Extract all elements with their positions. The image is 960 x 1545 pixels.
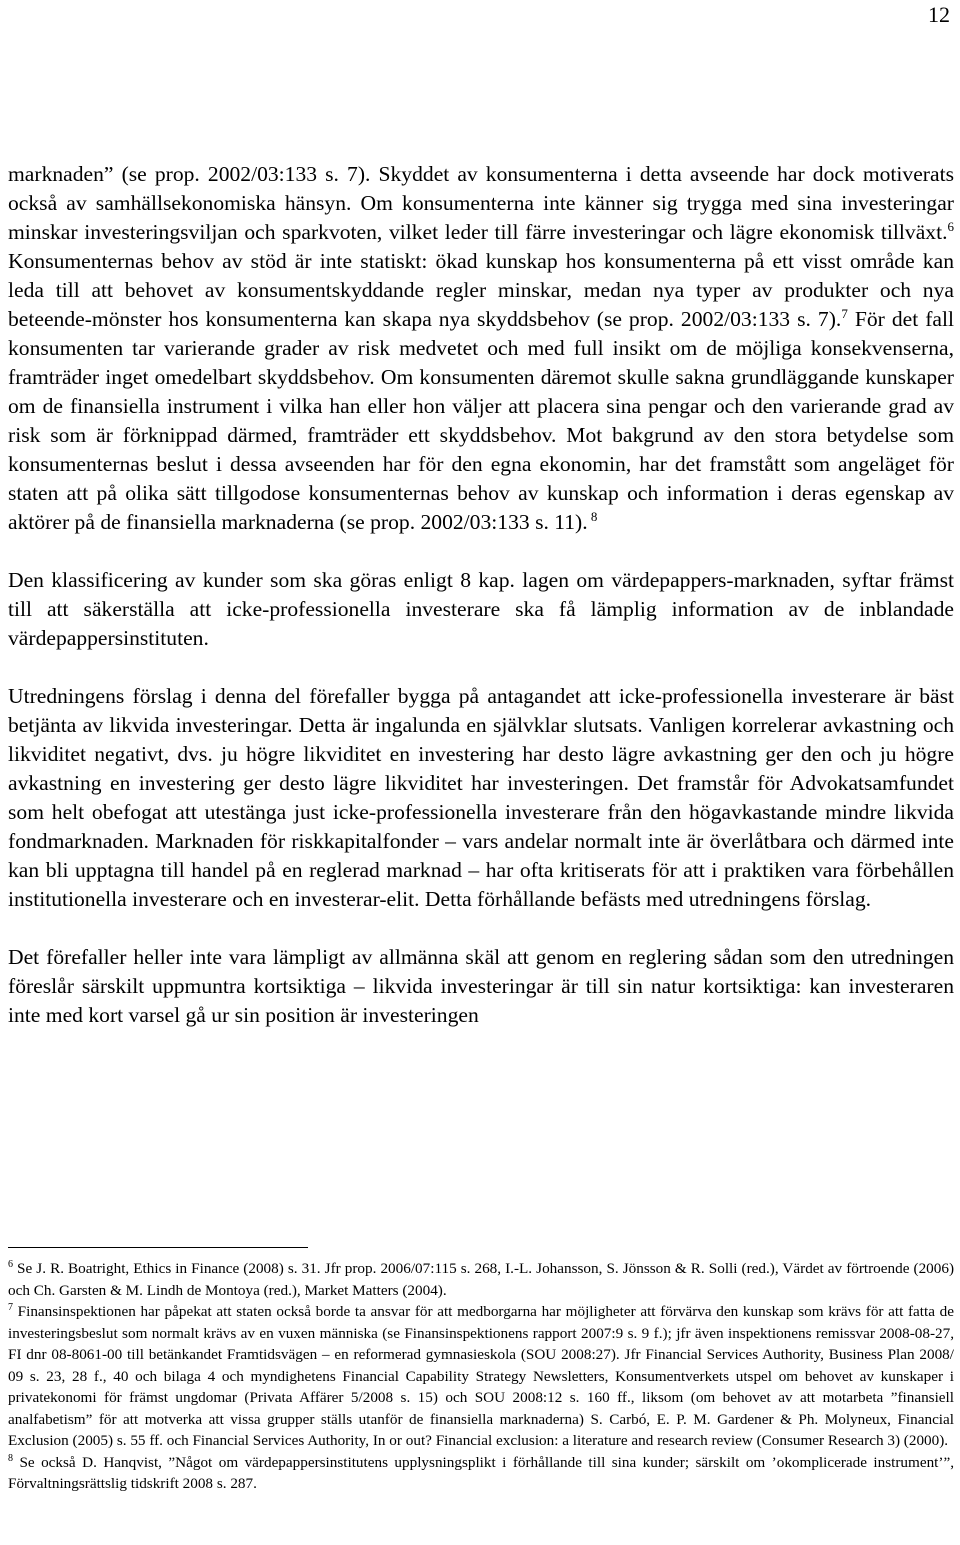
footnote-number: 6 <box>8 1259 13 1270</box>
footnote-number: 7 <box>8 1302 13 1313</box>
paragraph-text: För det fall konsumenten tar varierande grader av risk medvetet och med full insikt om de möjliga konsekvenserna, framträder inget omedelbart skyddsbehov. Om konsumenten däremot skulle sakna grundläggande kunskaper om de finansiella instrument i vilka han eller hon väljer att placera sina pengar och den varierande grad av risk som är förknippad därmed, framträder ett skyddsbehov. Mot bakgrund av den stora betydelse som konsumenternas beslut i dessa avseenden har för den egna ekonomin, har det framstått som angeläget för staten att på olika sätt tillgodose konsumenternas behov av kunskap och information i deras egenskap av aktörer på de finansiella marknaderna (se prop. 2002/03:133 s. 11). <box>8 307 954 534</box>
paragraph <box>8 160 954 537</box>
body-text <box>8 160 954 1030</box>
page-number: 12 <box>928 2 950 27</box>
paragraph-text: marknaden” (se prop. 2002/03:133 s. 7). Skyddet av konsumenterna i detta avseende har dock motiverats också av samhällsekonomiska hänsyn. Om konsumenterna inte känner sig trygga med sina investeringar minskar investeringsviljan och sparkvoten, vilket leder till färre investeringar och lägre ekonomisk tillväxt. <box>8 162 954 244</box>
footnote-ref-6: 6 <box>947 219 954 234</box>
paragraph: Det förefaller heller inte vara lämpligt av allmänna skäl att genom en reglering sådan som den utredningen föreslår särskilt uppmuntra kortsiktiga – likvida investeringar är till sin natur kortsiktiga: kan investeraren inte med kort varsel gå ur sin position är investeringen <box>8 945 954 1027</box>
footnote-divider <box>8 1247 308 1248</box>
paragraph: Den klassificering av kunder som ska göras enligt 8 kap. lagen om värdepappers-marknaden, syftar främst till att säkerställa att icke-professionella investerare ska få lämplig information av de inblandade värdepappersinstituten. <box>8 568 954 650</box>
paragraph: Utredningens förslag i denna del förefaller bygga på antagandet att icke-professionella investerare är bäst betjänta av likvida investeringar. Detta är ingalunda en självklar slutsats. Vanligen korrelerar avkastning och likviditet negativt, dvs. ju högre likviditet en investering har desto lägre avkastning ger den och ju högre avkastning en investering ger desto lägre likviditet har investeringen. Det framstår för Advokatsamfundet som helt obefogat att utestänga just icke-professionella investerare från den högavkastande mindre likvida fondmarknaden. Marknaden för riskkapitalfonder – vars andelar normalt inte är överlåtbara och därmed inte kan bli upptagna till handel på en reglerad marknad – har ofta kritiserats för att i praktiken vara förbehållen institutionella investerare och en investerar-elit. Detta förhållande befästs med utredningens förslag. <box>8 684 954 911</box>
footnote <box>8 1301 954 1452</box>
footnote-text: Se också D. Hanqvist, ”Något om värdepappersinstitutens upplysningsplikt i förhållande till sina kunder; särskilt om ’okomplicerade instrument’”, Förvaltningsrättslig tidskrift 2008 s. 287. <box>8 1453 954 1492</box>
footnote-text: Finansinspektionen har påpekat att staten också borde ta ansvar för att medborgarna har möjligheter att förvärva den kunskap som krävs för att fatta de investeringsbeslut som normalt krävs av en vuxen människa (se Finansinspektionens rapport 2007:9 s. 9 f.); jfr även inspektionens remissvar 2008-08-27, FI dnr 08-8061-00 till betänkandet Framtidsvägen – en reformerad gymnasieskola (SOU 2008:27). Jfr Financial Services Authority, Business Plan 2008/ 09 s. 23, 28 f., 40 och bilaga 4 och myndighetens Financial Capability Strategy Newsletters, Konsumentverkets utspel om behovet av kunskaper i privatekonomi för främst ungdomar (Privata Affärer 5/2008 s. 15) och SOU 2008:12 s. 160 ff., liksom (om behovet av att motarbeta ”finansiell analfabetism” för att motverka att vissa grupper ställs utanför de finansiella marknaderna) S. Carbó, E. P. M. Gardener & Ph. Molyneux, Financial Exclusion (2005) s. 55 ff. och Financial Services Authority, In or out? Financial exclusion: a literature and research review (Consumer Research 3) (2000). <box>8 1303 954 1449</box>
footnote-ref-7: 7 <box>841 306 848 321</box>
footnote-ref-8: 8 <box>587 509 598 524</box>
footnotes <box>8 1258 954 1495</box>
footnote-number: 8 <box>8 1452 13 1464</box>
paragraph-text: Konsumenternas behov av stöd är inte statiskt: ökad kunskap hos konsumenterna på ett visst område kan leda till att behovet av konsumentskyddande regler minskar, medan nya typer av produkter och nya beteende-mönster hos konsumenterna kan skapa nya skyddsbehov (se prop. 2002/03:133 s. 7). <box>8 249 954 331</box>
footnote <box>8 1258 954 1301</box>
footnote <box>8 1452 954 1495</box>
footnote-text: Se J. R. Boatright, Ethics in Finance (2008) s. 31. Jfr prop. 2006/07:115 s. 268, I.-L. Johansson, S. Jönsson & R. Solli (red.), Värdet av förtroende (2006) och Ch. Garsten & M. Lindh de Montoya (red.), Market Matters (2004). <box>8 1260 954 1299</box>
